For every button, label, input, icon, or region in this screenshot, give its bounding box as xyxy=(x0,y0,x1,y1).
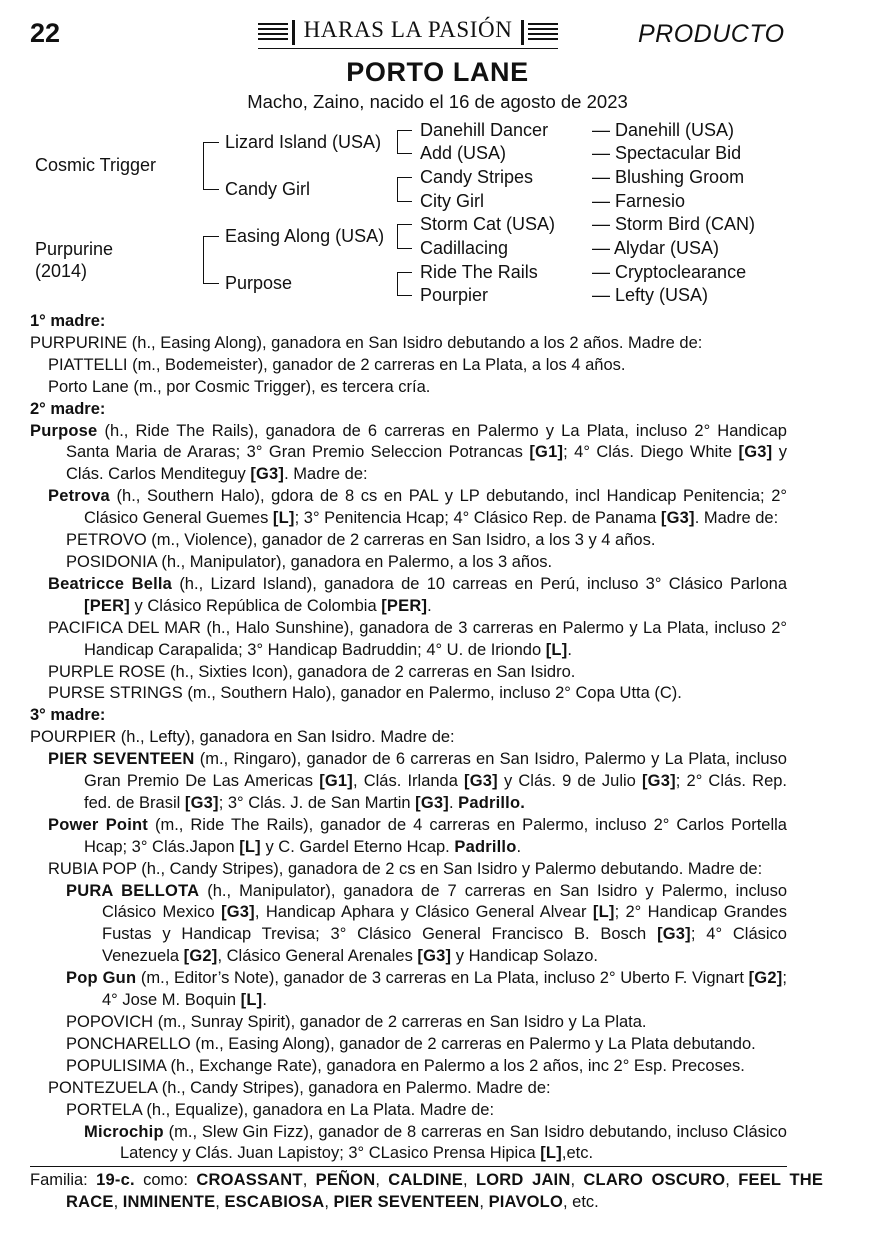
pedigree-bracket xyxy=(203,142,204,189)
pedigree-dam-sire: Easing Along (USA) xyxy=(225,226,385,246)
pedigree-gen3-4: City Girl xyxy=(420,191,484,211)
horse-entry-name: PURPLE ROSE xyxy=(48,662,166,681)
pedigree-bracket xyxy=(397,177,398,201)
brand-underline xyxy=(258,48,558,49)
pedigree-gen4-1: — Danehill (USA) xyxy=(592,120,735,140)
race-grade-tag: [G1] xyxy=(319,772,353,791)
footer-family-name: ESCABIOSA xyxy=(224,1193,325,1211)
pedigree-gen3-7: Ride The Rails xyxy=(420,262,538,282)
horse-description: Macho, Zaino, nacido el 16 de agosto de 2023 xyxy=(247,91,628,112)
race-grade-tag: [G3] xyxy=(184,793,219,812)
pedigree-gen4-5-name: Storm Bird (CAN) xyxy=(615,214,756,234)
pedigree-gen4-5: — Storm Bird (CAN) xyxy=(592,214,756,234)
family-body xyxy=(30,311,787,1165)
family-entry: PONTEZUELA (h., Candy Stripes), ganadora en Palermo. Madre de: xyxy=(48,1078,551,1097)
footer-names: CROASSANT, PEÑON, CALDINE, LORD JAIN, CLARO OSCURO, FEEL THE RACE, INMINENTE, ESCABIOSA, PIER SEVENTEEN, PIAVOLO xyxy=(66,1171,824,1211)
race-grade-tag: [G3] xyxy=(221,903,255,922)
family-entry: PURA BELLOTA (h., Manipulator), ganadora de 7 carreras en San Isidro y Palermo, incluso Clásico Mexico [G3], Handicap Aphara y Clásico General Alvear [L]; 2° Handicap Grandes Fustas y Handicap Trevisa; 3° Clásico General Francisco B. Bosch [G3]; 4° Clásico Venezuela [G2], Clásico General Arenales [G3] y Handicap Solazo. xyxy=(66,881,787,966)
family-entry: PIATTELLI (m., Bodemeister), ganador de 2 carreras en La Plata, a los 4 años. xyxy=(48,355,626,374)
footer-family-name: PIAVOLO xyxy=(488,1193,563,1211)
page-number: 22 xyxy=(30,18,61,48)
footer-family-name: LORD JAIN xyxy=(475,1171,571,1189)
pedigree-bracket xyxy=(397,153,412,154)
pedigree-gen3-3: Candy Stripes xyxy=(420,167,534,187)
race-grade-tag: [G2] xyxy=(183,947,218,966)
family-entry: PETROVO (m., Violence), ganador de 2 carreras en San Isidro, a los 3 y 4 años. xyxy=(66,531,656,550)
pedigree-gen4-2: — Spectacular Bid xyxy=(592,143,742,163)
horse-name: PORTO LANE xyxy=(346,57,529,87)
horse-entry-name: Beatricce Bella xyxy=(48,574,173,593)
family-entry: Purpose (h., Ride The Rails), ganadora de 6 carreras en Palermo y La Plata, incluso 2° Handicap Santa Maria de Araras; 3° Gran Premio Seleccion Potrancas [G1]; 4° Clás. Diego White [G3] y Clás. Carlos Menditeguy [G3]. Madre de: xyxy=(30,421,787,484)
horse-entry-name: PIER SEVENTEEN xyxy=(48,750,195,769)
pedigree-bracket xyxy=(203,236,219,237)
race-grade-tag: [G3] xyxy=(738,443,773,462)
pedigree-bracket xyxy=(397,295,412,296)
pedigree-sire: Cosmic Trigger xyxy=(35,155,157,175)
horse-entry-name: RUBIA POP xyxy=(48,859,137,878)
footer-family-name: CLARO OSCURO xyxy=(583,1171,726,1189)
race-grade-tag: [L] xyxy=(540,1144,562,1163)
horse-entry-name: PORTELA xyxy=(66,1100,142,1119)
pedigree-bracket xyxy=(203,236,204,283)
pedigree-gen3-2: Add (USA) xyxy=(420,143,507,163)
pedigree-gen4-4-name: Farnesio xyxy=(615,191,686,211)
family-entry: Beatricce Bella (h., Lizard Island), ganadora de 10 carreas en Perú, incluso 3° Clásico Parlona [PER] y Clásico República de Colombia [PER]. xyxy=(48,574,787,615)
horse-entry-name: POPOVICH xyxy=(66,1013,154,1031)
footer-label: Familia: xyxy=(30,1171,97,1189)
horse-entry-name: PURPURINE xyxy=(30,333,128,352)
pedigree-gen4-4: — Farnesio xyxy=(592,191,686,211)
horse-entry-name: Microchip xyxy=(84,1122,164,1141)
pedigree-sire-sire: Lizard Island (USA) xyxy=(225,132,382,152)
pedigree-gen4-3-name: Blushing Groom xyxy=(615,167,745,187)
pedigree-gen4-8: — Lefty (USA) xyxy=(592,285,709,305)
footer-family-name: FEEL THE RACE xyxy=(66,1171,824,1211)
family-entry: PURSE STRINGS (m., Southern Halo), ganador en Palermo, incluso 2° Copa Utta (C). xyxy=(48,684,682,703)
footer-family-name: PEÑON xyxy=(315,1171,376,1189)
pedigree-bracket xyxy=(203,189,219,190)
pedigree-bracket xyxy=(397,201,412,202)
family-entry: PONCHARELLO (m., Easing Along), ganador de 2 carreras en Palermo y La Plata debutando. xyxy=(66,1034,756,1053)
pedigree-dam: Purpurine xyxy=(35,239,114,259)
madre3-heading: 3° madre: xyxy=(30,706,106,725)
race-grade-tag: [G3] xyxy=(657,925,691,944)
race-grade-tag: [G3] xyxy=(417,947,452,966)
brand-right-bars xyxy=(528,23,558,41)
footer-family-number: 19-c. xyxy=(96,1171,135,1189)
pedigree-gen4-6: — Alydar (USA) xyxy=(592,238,720,258)
pedigree-gen3-8: Pourpier xyxy=(420,285,489,305)
family-entry: RUBIA POP (h., Candy Stripes), ganadora de 2 cs en San Isidro y Palermo debutando. Madre de: xyxy=(48,859,763,878)
brand-right-divider xyxy=(521,20,524,45)
race-grade-tag: [G3] xyxy=(641,772,676,791)
race-grade-tag: [G3] xyxy=(464,772,498,791)
family-entry: PURPURINE (h., Easing Along), ganadora en San Isidro debutando a los 2 años. Madre de: xyxy=(30,333,703,352)
pedigree-bracket xyxy=(203,283,219,284)
race-grade-tag: [L] xyxy=(240,991,263,1010)
horse-entry-name: Petrova xyxy=(48,487,110,506)
family-entry: Pop Gun (m., Editor’s Note), ganador de 3 carreras en La Plata, incluso 2° Uberto F. Vignart [G2]; 4° Jose M. Boquin [L]. xyxy=(66,969,787,1010)
footer-family-name: INMINENTE xyxy=(122,1193,216,1211)
brand-left-bars xyxy=(258,23,288,41)
madre3-list xyxy=(30,727,787,1165)
pedigree-bracket xyxy=(397,224,398,248)
race-grade-tag: [G3] xyxy=(660,509,695,528)
brand-left-divider xyxy=(292,20,295,45)
footer-family-name: PIER SEVENTEEN xyxy=(333,1193,480,1211)
madre1-heading: 1° madre: xyxy=(30,312,106,330)
madre2-heading: 2° madre: xyxy=(30,399,106,418)
race-grade-tag: [G3] xyxy=(250,465,285,484)
pedigree-gen3-5: Storm Cat (USA) xyxy=(420,214,556,234)
horse-entry-name: POPULISIMA xyxy=(66,1056,166,1075)
pedigree-gen4-6-name: Alydar (USA) xyxy=(614,238,720,258)
footer-suffix: , etc. xyxy=(563,1193,599,1211)
pedigree-sire-dam: Candy Girl xyxy=(225,179,311,199)
race-grade-tag: [G1] xyxy=(529,443,564,462)
horse-entry-name: PONTEZUELA xyxy=(48,1078,158,1097)
madre1-list xyxy=(30,333,787,399)
horse-entry-name: Power Point xyxy=(48,815,148,834)
pedigree-bracket xyxy=(397,272,398,295)
pedigree-bracket xyxy=(397,248,412,249)
brand-logo xyxy=(258,14,558,50)
family-entry: Power Point (m., Ride The Rails), ganador de 4 carreras en Palermo, incluso 2° Carlos Portella Hcap; 3° Clás.Japon [L] y C. Gardel Eterno Hcap. Padrillo. xyxy=(48,815,787,856)
family-entry: Microchip (m., Slew Gin Fizz), ganador de 8 carreras en San Isidro debutando, incluso Clásico Latency y Clás. Juan Lapistoy; 3° CLasico Prensa Hipica [L],etc. xyxy=(84,1122,787,1163)
family-entry: PIER SEVENTEEN (m., Ringaro), ganador de 6 carreras en San Isidro, Palermo y La Plata, incluso Gran Premio De Las Americas [G1], Clás. Irlanda [G3] y Clás. 9 de Julio [G3]; 2° Clás. Rep. fed. de Brasil [G3]; 3° Clás. J. de San Martin [G3]. Padrillo. xyxy=(48,750,788,812)
family-entry: PORTELA (h., Equalize), ganadora en La Plata. Madre de: xyxy=(66,1100,495,1119)
horse-entry-name: Porto Lane xyxy=(48,377,129,396)
pedigree-gen4-7-name: Cryptoclearance xyxy=(615,262,747,282)
horse-entry-name: Pop Gun xyxy=(66,969,137,988)
family-entry: POPOVICH (m., Sunray Spirit), ganador de 2 carreras en San Isidro y La Plata. xyxy=(66,1013,647,1031)
pedigree-gen3-6: Cadillacing xyxy=(420,238,509,258)
pedigree-bracket xyxy=(397,177,412,178)
race-grade-tag: [PER] xyxy=(84,596,130,615)
family-entry: PURPLE ROSE (h., Sixties Icon), ganadora de 2 carreras en San Isidro. xyxy=(48,662,576,681)
race-grade-tag: [L] xyxy=(545,640,568,659)
horse-entry-name: PETROVO xyxy=(66,531,147,550)
race-grade-tag: [G2] xyxy=(748,969,783,988)
race-grade-tag: [PER] xyxy=(381,596,428,615)
pedigree-gen3-1: Danehill Dancer xyxy=(420,120,549,140)
pedigree-dam-year: (2014) xyxy=(35,261,88,281)
family-entry: Petrova (h., Southern Halo), gdora de 8 cs en PAL y LP debutando, incl Handicap Penitencia; 2° Clásico General Guemes [L]; 3° Penitencia Hcap; 4° Clásico Rep. de Panama [G3]. Madre de: xyxy=(48,487,787,528)
horse-entry-name: PURA BELLOTA xyxy=(66,881,200,900)
emphasis-text: Padrillo xyxy=(454,837,517,856)
family-entry: Porto Lane (m., por Cosmic Trigger), es tercera cría. xyxy=(48,377,431,396)
madre2-list xyxy=(30,421,787,706)
race-grade-tag: [L] xyxy=(239,837,261,856)
race-grade-tag: [G3] xyxy=(415,793,449,812)
pedigree-bracket xyxy=(397,130,398,153)
footer-family-name: CALDINE xyxy=(388,1171,464,1189)
horse-entry-name: PURSE STRINGS xyxy=(48,684,183,703)
emphasis-text: Padrillo. xyxy=(458,793,526,812)
pedigree-bracket xyxy=(397,224,412,225)
race-grade-tag: [L] xyxy=(592,903,615,922)
horse-entry-name: PACIFICA DEL MAR xyxy=(48,618,201,637)
horse-entry-name: Purpose xyxy=(30,421,98,440)
footer-rule xyxy=(30,1166,787,1167)
horse-entry-name: POSIDONIA xyxy=(66,552,157,571)
family-entry: PACIFICA DEL MAR (h., Halo Sunshine), ganadora de 3 carreras en Palermo y La Plata, incluso 2° Handicap Carapalida; 3° Handicap Badruddin; 4° U. de Iriondo [L]. xyxy=(48,618,787,659)
pedigree-bracket xyxy=(203,142,219,143)
horse-entry-name: PONCHARELLO xyxy=(66,1034,191,1053)
pedigree-gen4-2-name: Spectacular Bid xyxy=(615,143,742,163)
pedigree-gen4-1-name: Danehill (USA) xyxy=(615,120,735,140)
footer-family-name: CROASSANT xyxy=(196,1171,303,1189)
family-entry: POPULISIMA (h., Exchange Rate), ganadora en Palermo a los 2 años, inc 2° Esp. Precoses. xyxy=(66,1056,745,1075)
pedigree-gen4-8-name: Lefty (USA) xyxy=(615,285,709,305)
horse-entry-name: PIATTELLI xyxy=(48,355,128,374)
pedigree-gen4-7: — Cryptoclearance xyxy=(592,262,747,282)
pedigree-bracket xyxy=(397,272,412,273)
section-label: PRODUCTO xyxy=(638,20,785,48)
family-entry: POSIDONIA (h., Manipulator), ganadora en Palermo, a los 3 años. xyxy=(66,552,553,571)
pedigree-dam-dam: Purpose xyxy=(225,273,293,293)
family-footer xyxy=(30,1169,823,1213)
race-grade-tag: [L] xyxy=(272,509,295,528)
footer-como: como: xyxy=(134,1171,197,1189)
family-entry: POURPIER (h., Lefty), ganadora en San Isidro. Madre de: xyxy=(30,728,455,747)
pedigree-bracket xyxy=(397,130,412,131)
pedigree-gen4-3: — Blushing Groom xyxy=(592,167,745,187)
brand-name: HARAS LA PASIÓN xyxy=(303,17,513,42)
horse-entry-name: POURPIER xyxy=(30,728,117,747)
